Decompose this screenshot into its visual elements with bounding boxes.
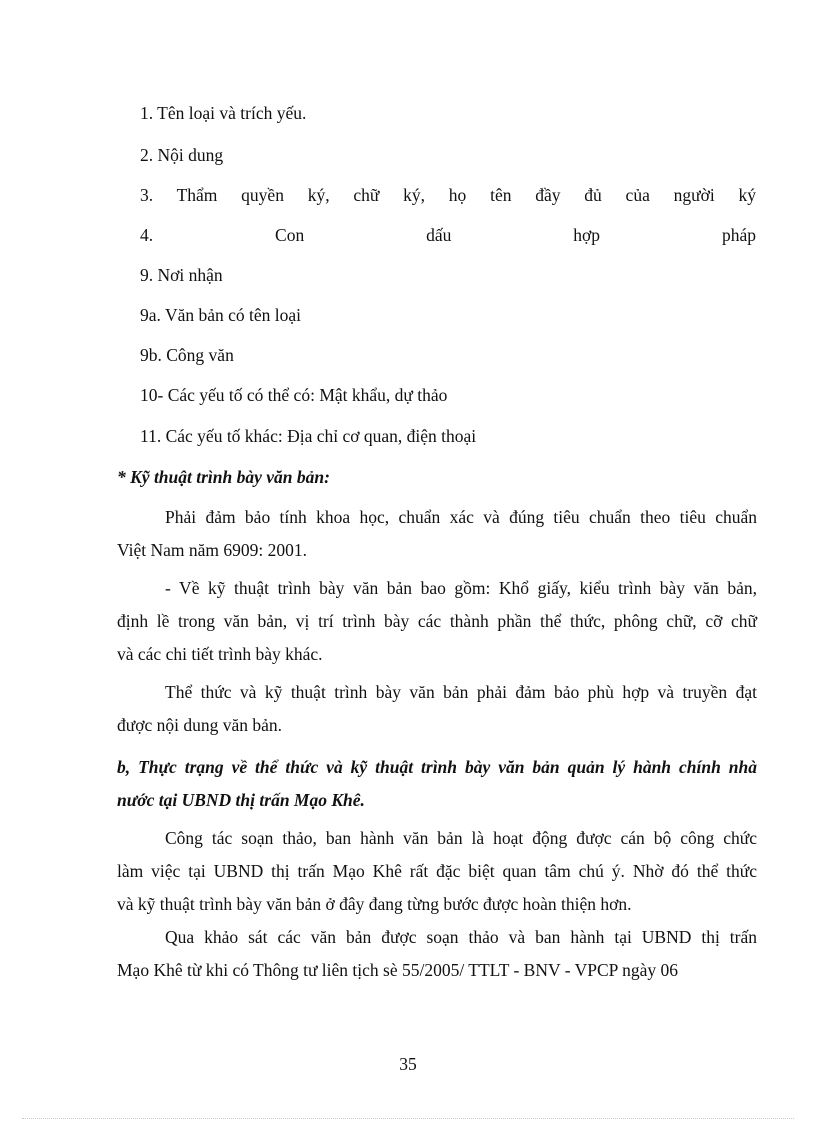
list-item-1: 1. Tên loại và trích yếu. [140,103,307,123]
list-item-2: 2. Nội dung [140,145,224,165]
paragraph-line: làm việc tại UBND thị trấn Mạo Khê rất đặc biệt quan tâm chú ý. Nhờ đó thể thức [117,861,757,881]
paragraph-line: Việt Nam năm 6909: 2001. [117,540,307,560]
list-item-10: 10- Các yếu tố có thể có: Mật khẩu, dự thảo [140,385,448,405]
page-number: 35 [399,1054,417,1074]
section-heading-b-cont: nước tại UBND thị trấn Mạo Khê. [117,790,365,810]
list-item-9a: 9a. Văn bản có tên loại [140,305,302,325]
list-item-3: 3. Thẩm quyền ký, chữ ký, họ tên đầy đủ của người ký [140,185,756,205]
paragraph-line: được nội dung văn bản. [117,715,283,735]
section-heading-b: b, Thực trạng về thể thức và kỹ thuật trình bày văn bản quản lý hành chính nhà [117,757,757,777]
page-bottom-divider [22,1118,794,1119]
paragraph-line: - Về kỹ thuật trình bày văn bản bao gồm: Khổ giấy, kiểu trình bày văn bản, [165,578,757,598]
paragraph-line: Công tác soạn thảo, ban hành văn bản là hoạt động được cán bộ công chức [165,828,757,848]
paragraph-line: Phải đảm bảo tính khoa học, chuẩn xác và đúng tiêu chuẩn theo tiêu chuẩn [165,507,757,527]
paragraph-line: Mạo Khê từ khi có Thông tư liên tịch sè 55/2005/ TTLT - BNV - VPCP ngày 06 [117,960,678,980]
section-heading-technique: * Kỹ thuật trình bày văn bản: [117,467,330,487]
paragraph-line: Qua khảo sát các văn bản được soạn thảo và ban hành tại UBND thị trấn [165,927,757,947]
paragraph-line: và các chi tiết trình bày khác. [117,644,323,664]
paragraph-line: và kỹ thuật trình bày văn bản ở đây đang từng bước được hoàn thiện hơn. [117,894,632,914]
list-item-11: 11. Các yếu tố khác: Địa chỉ cơ quan, điện thoại [140,426,477,446]
paragraph-line: định lề trong văn bản, vị trí trình bày các thành phần thể thức, phông chữ, cỡ chữ [117,611,757,631]
list-item-4: 4. Con dấu hợp pháp [140,225,756,245]
list-item-9b: 9b. Công văn [140,345,234,365]
list-item-9: 9. Nơi nhận [140,265,223,285]
paragraph-line: Thể thức và kỹ thuật trình bày văn bản phải đảm bảo phù hợp và truyền đạt [165,682,757,702]
